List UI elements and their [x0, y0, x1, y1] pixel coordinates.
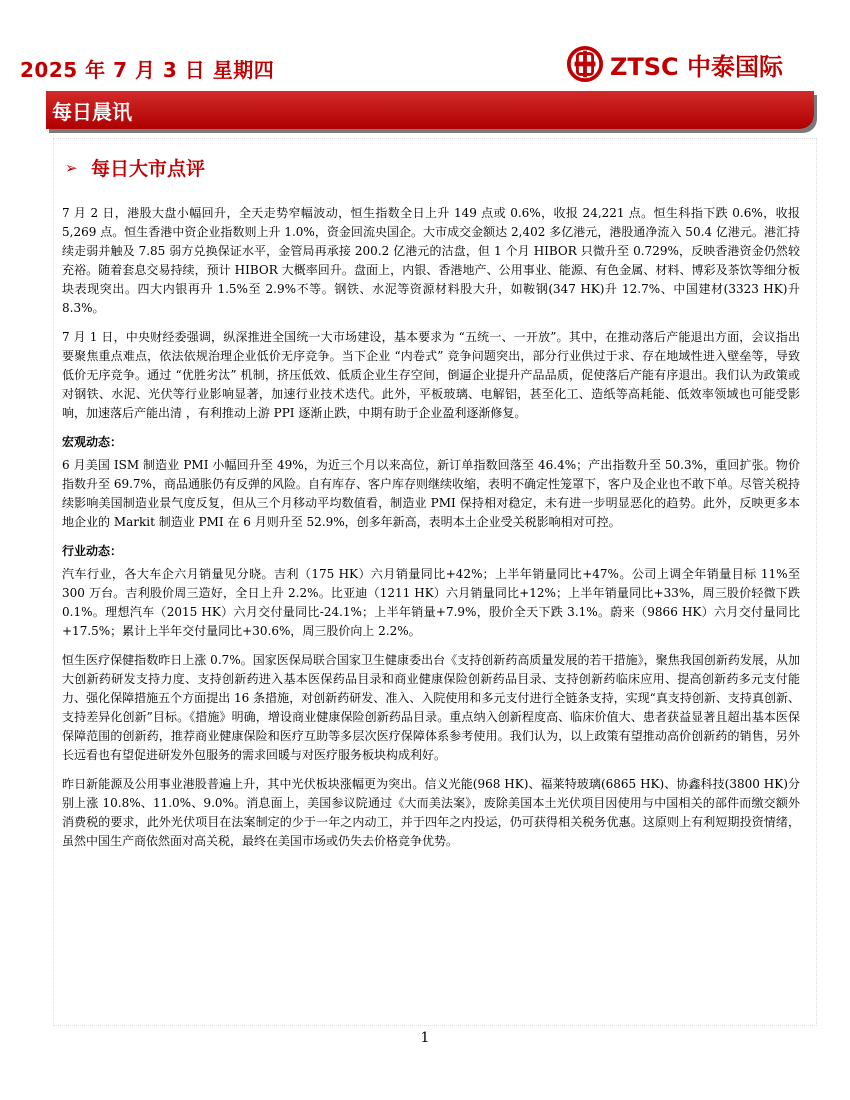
paragraph-solar: 昨日新能源及公用事业港股普遍上升，其中光伏板块涨幅更为突出。信义光能(968 HK)、福莱特玻璃(6865 HK)、协鑫科技(3800 HK)分别上涨 10.8%、11.0%、9.0%。消息面上，美国参议院通过《大而美法案》，废除美国本土光伏项目因使用与中国相关的部件而缴交额外消费税的要求，此外光伏项目在法案制定的少于一年之内动工，并于四年之内投运，仍可获得相关税务优惠。这原则上有利短期投资情绪，虽然中国生产商依然面对高关税，最终在美国市场或仍失去价格竞争优势。 — [62, 777, 800, 848]
industry-heading: 行业动态： — [62, 544, 123, 558]
report-date: 2025 年 7 月 3 日 星期四 — [20, 58, 275, 82]
section-heading — [65, 154, 205, 181]
macro-heading: 宏观动态： — [62, 435, 123, 449]
banner-title: 每日晨讯 — [52, 100, 132, 124]
paragraph-macro: 6 月美国 ISM 制造业 PMI 小幅回升至 49%，为近三个月以来高位，新订单指数回落至 46.4%；产出指数升至 50.3%，重回扩张。物价指数升至 69.7%，商品通胀仍有反弹的风险。自有库存、客户库存则继续收缩，表明不确定性笼罩下，客户及企业也不敢下单。尽管关税持续影响美国制造业景气度反复，但从三个月移动平均数值看，制造业 PMI 保持相对稳定，未有进一步明显恶化的趋势。此外，反映更多本地企业的 Markit 制造业 PMI 在 6 月则升至 52.9%，创多年新高，表明本土企业受关税影响相对可控。 — [62, 458, 800, 529]
paragraph-market-review: 7 月 2 日，港股大盘小幅回升，全天走势窄幅波动，恒生指数全日上升 149 点或 0.6%，收报 24,221 点。恒生科指下跌 0.6%，收报 5,269 点。恒生香港中资企业指数则上升 1.0%，资金回流央国企。大市成交金额达 2,402 多亿港元，港股通净流入 50.4 亿港元。港汇持续走弱并触及 7.85 弱方兑换保证水平，金管局再承接 200.2 亿港元的沽盘，但 1 个月 HIBOR 只微升至 0.729%，反映香港资金仍然较充裕。随着套息交易持续，预计 HIBOR 大概率回升。盘面上，内银、香港地产、公用事业、能源、有色金属、材料、博彩及茶饮等细分板块表现突出。四大内银再升 1.5%至 2.9%不等。钢铁、水泥等资源材料股大升，如鞍钢(347 HK)升 12.7%、中国建材(3323 HK)升 8.3%。 — [62, 206, 800, 315]
report-banner — [46, 91, 814, 129]
section-title: 每日大市点评 — [91, 158, 206, 180]
company-logo — [566, 44, 806, 84]
page-number: 1 — [420, 1030, 430, 1046]
paragraph-policy: 7 月 1 日，中央财经委强调，纵深推进全国统一大市场建设，基本要求为 “五统一、一开放”。其中，在推动落后产能退出方面，会议指出要聚焦重点难点，依法依规治理企业低价无序竞争。当下企业 “内卷式” 竞争问题突出，部分行业供过于求、存在地域性进入壁垒等，导致低价无序竞争。通过 “优胜劣汰” 机制，挤压低效、低质企业生存空间，倒逼企业提升产品品质，促使落后产能有序退出。我们认为政策或对钢铁、水泥、光伏等行业影响显著，加速行业技术迭代。此外，平板玻璃、电解铝，甚至化工、造纸等高耗能、低效率领域也可能受影响，加速落后产能出清 ，有利推动上游 PPI 逐渐止跌，中期有助于企业盈利逐渐修复。 — [62, 330, 800, 420]
ztsc-logo-icon — [566, 45, 604, 83]
arrow-bullet-icon: ➢ — [65, 158, 78, 177]
report-body — [62, 204, 800, 861]
paragraph-healthcare: 恒生医疗保健指数昨日上涨 0.7%。国家医保局联合国家卫生健康委出台《支持创新药高质量发展的若干措施》，聚焦我国创新药发展，从加大创新药研发支持力度、支持创新药进入基本医保药品目录和商业健康保险创新药品目录、支持创新药临床应用、提高创新药多元支付能力、强化保障措施五个方面提出 16 条措施，对创新药研发、准入、入院使用和多元支付进行全链条支持，实现“真支持创新、支持真创新、支持差异化创新”目标。《措施》明确，增设商业健康保险创新药品目录。重点纳入创新程度高、临床价值大、患者获益显著且超出基本医保保障范围的创新药，推荐商业健康保险和医疗互助等多层次医疗保障体系参考使用。我们认为，以上政策有望推动高价创新药的销售，另外长远看也有望促进研发外包服务的需求回暖与对医疗服务板块构成利好。 — [62, 653, 800, 762]
paragraph-auto: 汽车行业，各大车企六月销量见分晓。吉利（175 HK）六月销量同比+42%；上半年销量同比+47%。公司上调全年销量目标 11%至 300 万台。吉利股价周三造好，全日上升 2.2%。比亚迪（1211 HK）六月销量同比+12%；上半年销量同比+33%，周三股价轻微下跌 0.1%。理想汽车（2015 HK）六月交付量同比-24.1%；上半年销量+7.9%，股价全天下跌 3.1%。蔚来（9866 HK）六月交付量同比+17.5%；累计上半年交付量同比+30.6%，周三股价向上 2.2%。 — [62, 567, 800, 638]
logo-text: ZTSC 中泰国际 — [610, 52, 784, 81]
